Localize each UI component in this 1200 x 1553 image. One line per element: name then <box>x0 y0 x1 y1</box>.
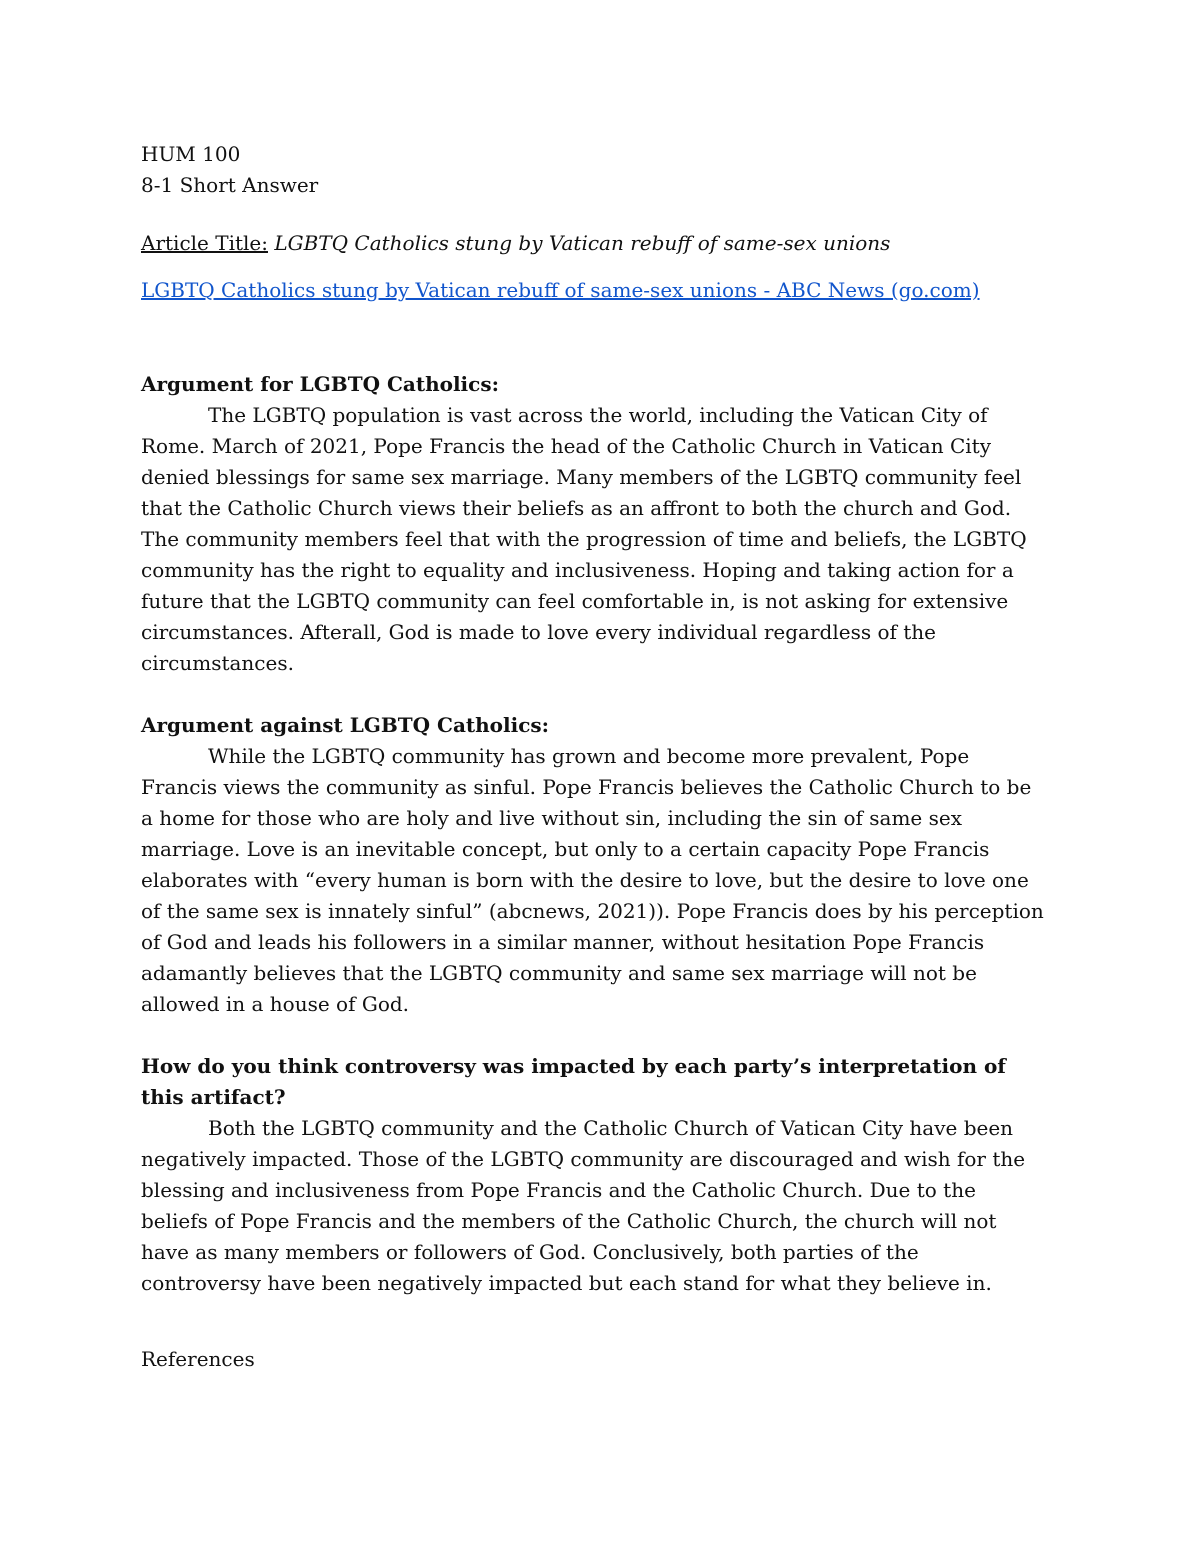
document-page <box>141 139 1066 1375</box>
section-paragraph <box>141 400 1066 679</box>
paragraph-line: circumstances. <box>141 651 294 675</box>
paragraph-line: future that the LGBTQ community can feel comfortable in, is not asking for extensive <box>141 589 1009 613</box>
paragraph-line: circumstances. Afterall, God is made to love every individual regardless of the <box>141 620 937 644</box>
paragraph-line: beliefs of Pope Francis and the members of the Catholic Church, the church will not <box>141 1209 997 1233</box>
paragraph-line: elaborates with “every human is born with the desire to love, but the desire to love one <box>141 868 1029 892</box>
paragraph-line: Rome. March of 2021, Pope Francis the head of the Catholic Church in Vatican City <box>141 434 991 458</box>
section-argument-against <box>141 710 1066 1020</box>
paragraph-line: denied blessings for same sex marriage. Many members of the LGBTQ community feel <box>141 465 1022 489</box>
article-title: LGBTQ Catholics stung by Vatican rebuff of same-sex unions <box>274 231 891 255</box>
paragraph-line: The LGBTQ population is vast across the world, including the Vatican City of <box>208 403 988 427</box>
paragraph-line: that the Catholic Church views their beliefs as an affront to both the church and God. <box>141 496 1012 520</box>
paragraph-line: The community members feel that with the progression of time and beliefs, the LGBTQ <box>141 527 1027 551</box>
section-paragraph <box>141 741 1066 1020</box>
assignment-title: 8-1 Short Answer <box>141 173 319 197</box>
paragraph-line: of the same sex is innately sinful” (abcnews, 2021)). Pope Francis does by his perception <box>141 899 1044 923</box>
section-argument-for <box>141 369 1066 679</box>
paragraph-line: have as many members or followers of God. Conclusively, both parties of the <box>141 1240 919 1264</box>
paragraph-line: Both the LGBTQ community and the Catholic Church of Vatican City have been <box>208 1116 1014 1140</box>
paragraph-line: blessing and inclusiveness from Pope Francis and the Catholic Church. Due to the <box>141 1178 976 1202</box>
section-paragraph <box>141 1113 1066 1299</box>
section-controversy-question <box>141 1051 1066 1299</box>
document-header <box>141 139 1066 201</box>
paragraph-line: of God and leads his followers in a similar manner, without hesitation Pope Francis <box>141 930 985 954</box>
references-heading: References <box>141 1347 255 1371</box>
paragraph-line: a home for those who are holy and live without sin, including the sin of same sex <box>141 806 962 830</box>
paragraph-line: adamantly believes that the LGBTQ community and same sex marriage will not be <box>141 961 977 985</box>
paragraph-line: community has the right to equality and inclusiveness. Hoping and taking action for a <box>141 558 1014 582</box>
article-title-line <box>141 228 1066 259</box>
paragraph-line: While the LGBTQ community has grown and become more prevalent, Pope <box>208 744 970 768</box>
paragraph-line: marriage. Love is an inevitable concept, but only to a certain capacity Pope Francis <box>141 837 990 861</box>
section-heading: Argument against LGBTQ Catholics: <box>141 713 550 737</box>
paragraph-line: controversy have been negatively impacted but each stand for what they believe in. <box>141 1271 992 1295</box>
section-heading: Argument for LGBTQ Catholics: <box>141 372 499 396</box>
paragraph-line: negatively impacted. Those of the LGBTQ community are discouraged and wish for the <box>141 1147 1026 1171</box>
article-title-label: Article Title: <box>141 231 268 255</box>
article-link[interactable]: LGBTQ Catholics stung by Vatican rebuff of same-sex unions - ABC News (go.com) <box>141 278 980 302</box>
paragraph-line: allowed in a house of God. <box>141 992 410 1016</box>
paragraph-line: Francis views the community as sinful. Pope Francis believes the Catholic Church to be <box>141 775 1032 799</box>
course-code: HUM 100 <box>141 142 241 166</box>
section-heading: How do you think controversy was impacted by each party’s interpretation of this artifact? <box>141 1054 1006 1109</box>
